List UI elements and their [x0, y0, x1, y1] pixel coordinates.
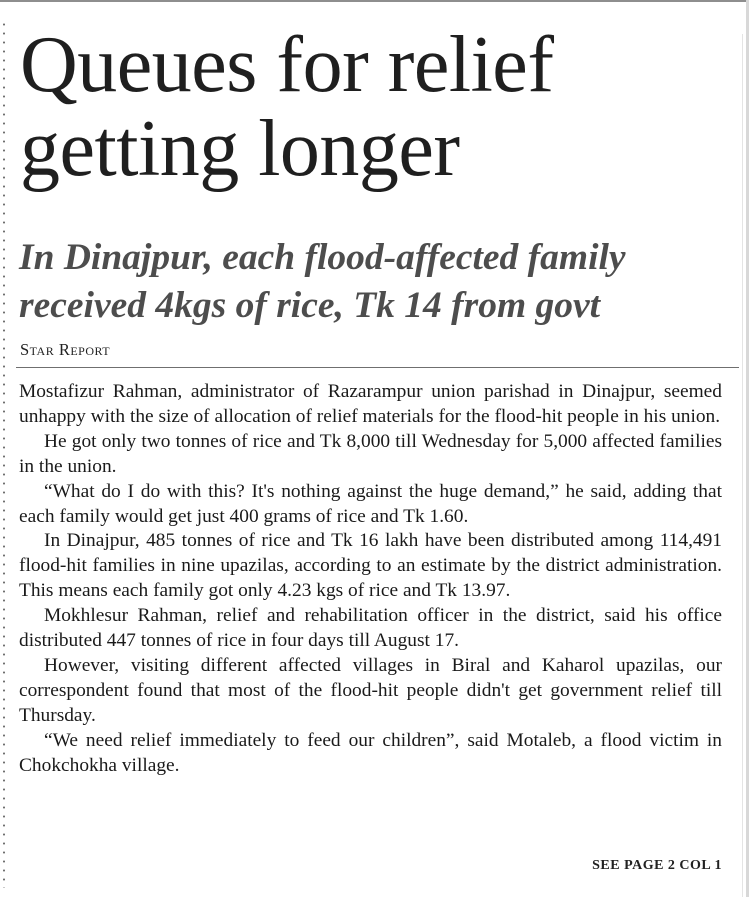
- paragraph: He got only two tonnes of rice and Tk 8,000 till Wednesday for 5,000 affected families in the union.: [19, 430, 722, 477]
- article-headline: Queues for relief getting longer: [20, 21, 554, 193]
- paragraph: “What do I do with this? It's nothing against the huge demand,” he said, adding that each family would get just 400 grams of rice and Tk 1.60.: [19, 480, 722, 527]
- top-border: [0, 0, 749, 2]
- paragraph: However, visiting different affected villages in Biral and Kaharol upazilas, our correspondent found that most of the flood-hit people didn't get government relief till Thursday.: [19, 654, 722, 726]
- paragraph: “We need relief immediately to feed our children”, said Motaleb, a flood victim in Chokchokha village.: [19, 729, 722, 776]
- dotted-cut-line: [3, 20, 5, 888]
- byline-divider: [16, 367, 739, 368]
- paragraph: In Dinajpur, 485 tonnes of rice and Tk 16 lakh have been distributed among 114,491 flood-hit families in nine upazilas, according to an estimate by the district administration. This means each family got only 4.23 kgs of rice and Tk 13.97.: [19, 530, 722, 602]
- paragraph: Mokhlesur Rahman, relief and rehabilitation officer in the district, said his office distributed 447 tonnes of rice in four days till August 17.: [19, 605, 722, 652]
- byline: Star Report: [20, 340, 111, 359]
- continuation-note: SEE PAGE 2 COL 1: [592, 858, 722, 873]
- article-body: [19, 380, 722, 779]
- article-subheadline: In Dinajpur, each flood-affected family received 4kgs of rice, Tk 14 from govt: [19, 237, 626, 326]
- right-column-rule: [742, 34, 743, 897]
- paragraph: Mostafizur Rahman, administrator of Razarampur union parishad in Dinajpur, seemed unhappy with the size of allocation of relief materials for the flood-hit people in his union.: [19, 381, 722, 427]
